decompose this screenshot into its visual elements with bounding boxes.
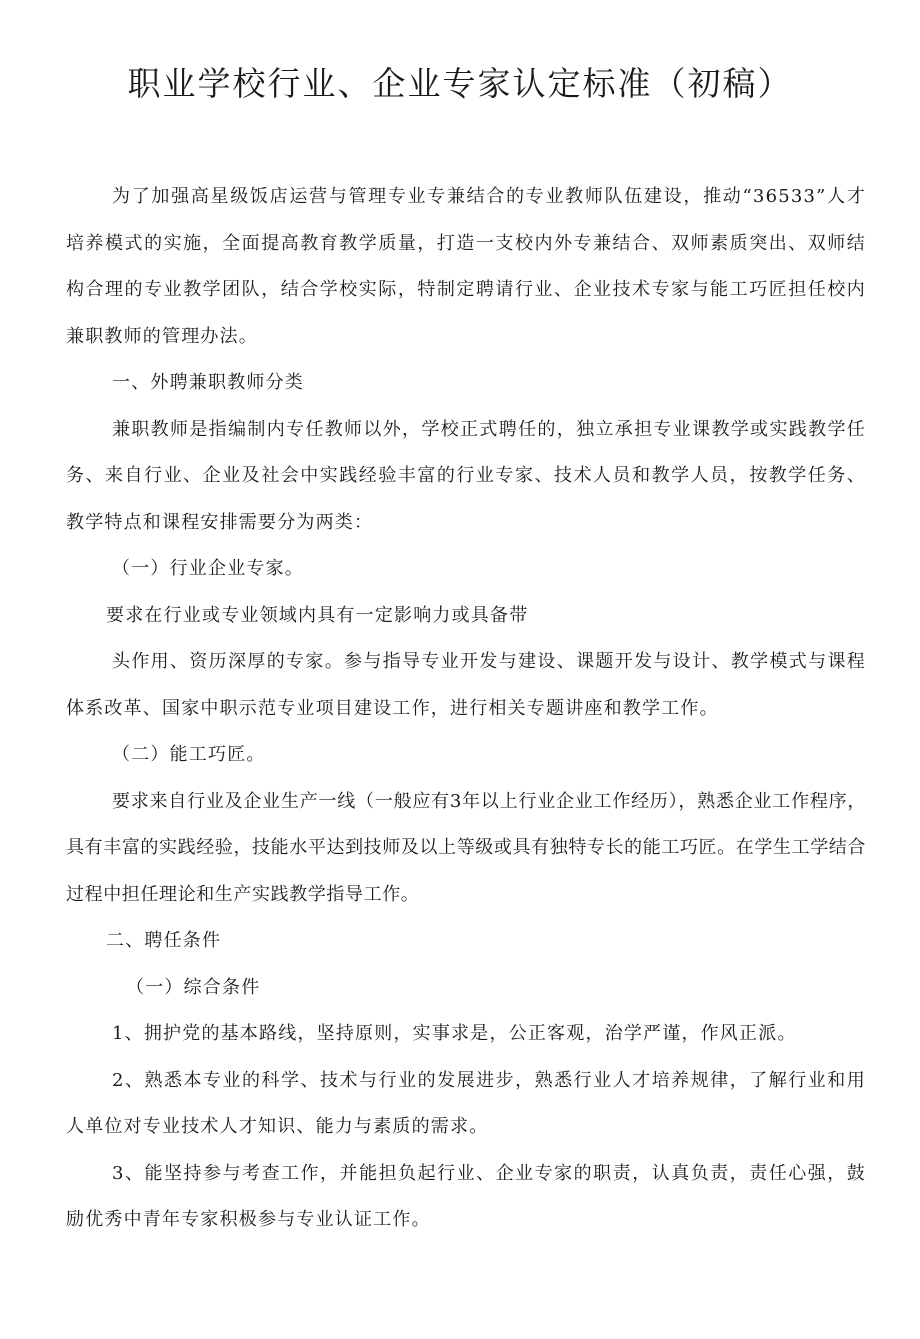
document-title: 职业学校行业、企业专家认定标准（初稿）	[127, 64, 793, 103]
paragraph-intro: 为了加强高星级饭店运营与管理专业专兼结合的专业教师队伍建设，推动“36533”人才培养模式的实施，全面提高教育教学质量，打造一支校内外专兼结合、双师素质突出、双师结构合理的专业教学团队，结合学校实际，特制定聘请行业、企业技术专家与能工巧匠担任校内兼职教师的管理办法。	[66, 186, 866, 347]
paragraph-definition: 兼职教师是指编制内专任教师以外，学校正式聘任的，独立承担专业课教学或实践教学任务、来自行业、企业及社会中实践经验丰富的行业专家、技术人员和教学人员，按教学任务、教学特点和课程安排需要分为两类：	[66, 418, 866, 533]
condition-item-2: 2、熟悉本专业的科学、技术与行业的发展进步，熟悉行业人才培养规律，了解行业和用人单位对专业技术人才知识、能力与素质的需求。	[66, 1069, 866, 1137]
subsection-heading-1: （一）行业企业专家。	[112, 558, 304, 579]
condition-item-3: 3、能坚持参与考查工作，并能担负起行业、企业专家的职责，认真负责，责任心强，鼓励优秀中青年专家积极参与专业认证工作。	[66, 1162, 866, 1230]
paragraph-expert-req-start: 要求在行业或专业领域内具有一定影响力或具备带	[106, 604, 529, 626]
section-heading-2: 二、聘任条件	[106, 930, 222, 951]
section-heading-1: 一、外聘兼职教师分类	[112, 372, 304, 393]
document-body	[66, 174, 866, 1244]
paragraph-craftsman-req: 要求来自行业及企业生产一线（一般应有3年以上行业企业工作经历），熟悉企业工作程序，具有丰富的实践经验，技能水平达到技师及以上等级或具有独特专长的能工巧匠。在学生工学结合过程中担任理论和生产实践教学指导工作。	[66, 790, 866, 905]
subsection-heading-2: （二）能工巧匠。	[112, 744, 266, 765]
subsection-heading-general: （一）综合条件	[126, 976, 261, 998]
condition-item-1: 1、拥护党的基本路线，坚持原则，实事求是，公正客观，治学严谨，作风正派。	[112, 1023, 797, 1044]
paragraph-expert-req-cont: 头作用、资历深厚的专家。参与指导专业开发与建设、课题开发与设计、教学模式与课程体系改革、国家中职示范专业项目建设工作，进行相关专题讲座和教学工作。	[66, 651, 866, 719]
